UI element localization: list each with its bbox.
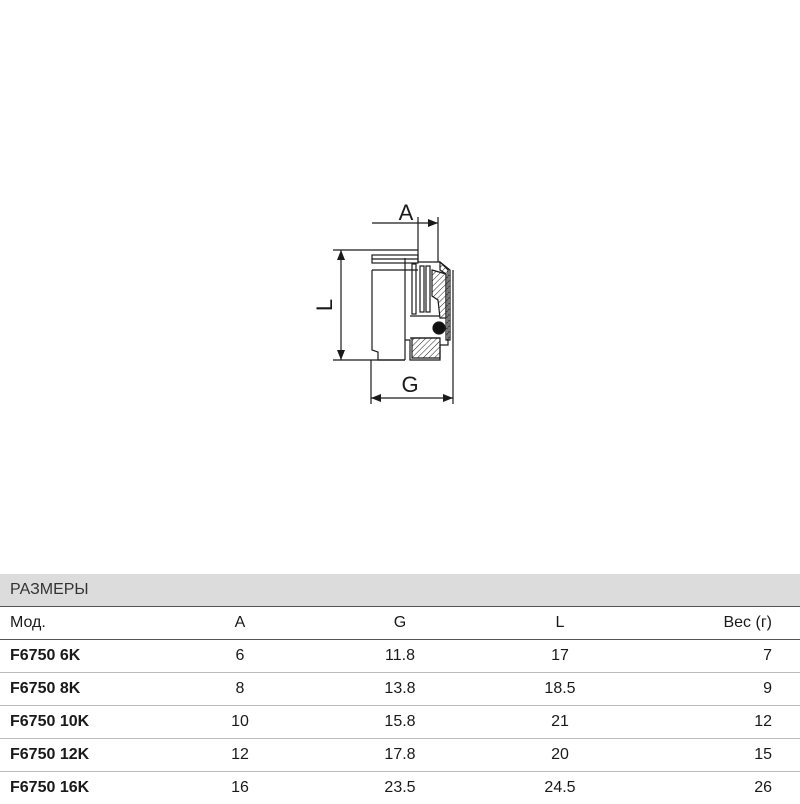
table-row	[0, 739, 800, 772]
fitting-technical-drawing	[300, 195, 470, 415]
table-row	[0, 706, 800, 739]
cell-g: 17.8	[320, 739, 480, 772]
table-row	[0, 673, 800, 706]
cell-l: 17	[480, 640, 640, 673]
header-a: A	[160, 607, 320, 640]
cell-l: 24.5	[480, 772, 640, 804]
cell-a: 6	[160, 640, 320, 673]
cell-l: 21	[480, 706, 640, 739]
cell-a: 12	[160, 739, 320, 772]
cell-a: 8	[160, 673, 320, 706]
cell-weight: 9	[640, 673, 800, 706]
cell-g: 23.5	[320, 772, 480, 804]
dim-l-label: L	[312, 299, 337, 311]
cell-model: F6750 10K	[0, 706, 160, 739]
dimensions-table	[0, 574, 800, 804]
cell-l: 20	[480, 739, 640, 772]
dim-a-label: A	[399, 200, 414, 225]
cell-g: 11.8	[320, 640, 480, 673]
header-l: L	[480, 607, 640, 640]
header-weight: Вес (г)	[640, 607, 800, 640]
header-model: Мод.	[0, 607, 160, 640]
cell-g: 15.8	[320, 706, 480, 739]
table-row	[0, 772, 800, 804]
cell-g: 13.8	[320, 673, 480, 706]
cell-model: F6750 12K	[0, 739, 160, 772]
cell-model: F6750 6K	[0, 640, 160, 673]
table-header-row	[0, 607, 800, 640]
cell-l: 18.5	[480, 673, 640, 706]
header-g: G	[320, 607, 480, 640]
table-title-row	[0, 574, 800, 607]
cell-weight: 15	[640, 739, 800, 772]
cell-weight: 12	[640, 706, 800, 739]
cell-model: F6750 8K	[0, 673, 160, 706]
table-row	[0, 640, 800, 673]
cell-a: 16	[160, 772, 320, 804]
cell-weight: 7	[640, 640, 800, 673]
cell-model: F6750 16K	[0, 772, 160, 804]
table-title: РАЗМЕРЫ	[0, 574, 800, 607]
dim-g-label: G	[401, 372, 418, 397]
cell-weight: 26	[640, 772, 800, 804]
cell-a: 10	[160, 706, 320, 739]
